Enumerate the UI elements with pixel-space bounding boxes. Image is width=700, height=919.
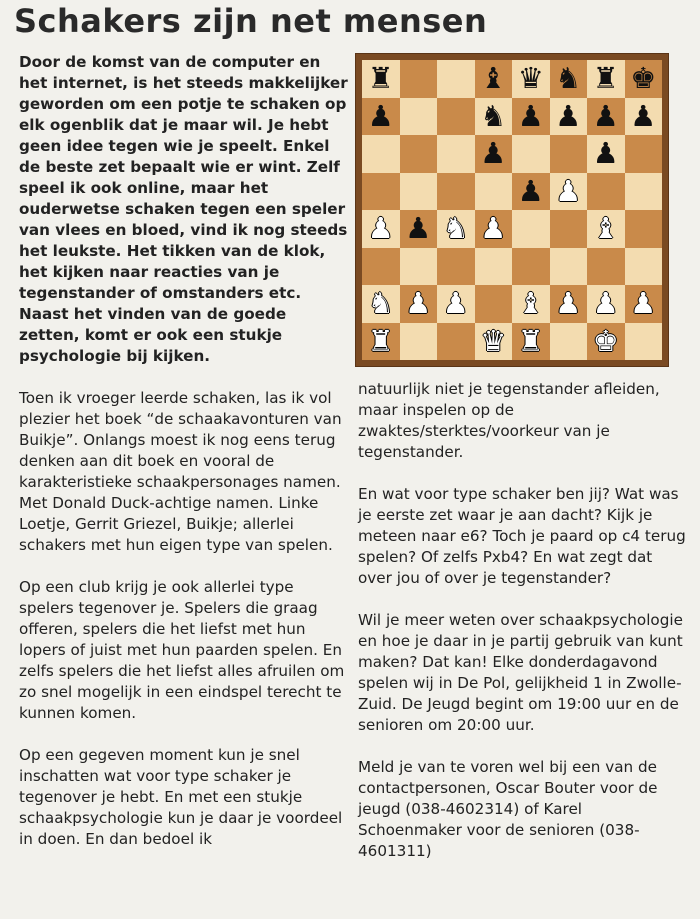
white-rook-icon: ♜ xyxy=(517,323,544,358)
square-f1 xyxy=(550,323,588,361)
white-knight-icon: ♞ xyxy=(442,211,469,246)
white-knight-icon: ♞ xyxy=(367,286,394,321)
black-pawn-icon: ♟ xyxy=(592,136,619,171)
square-e3 xyxy=(512,248,550,286)
square-b3 xyxy=(400,248,438,286)
square-e8 xyxy=(512,60,550,98)
square-a8 xyxy=(362,60,400,98)
chess-diagram xyxy=(356,54,668,366)
square-a1 xyxy=(362,323,400,361)
black-pawn-icon: ♟ xyxy=(405,211,432,246)
black-pawn-icon: ♟ xyxy=(517,98,544,133)
paragraph-distract: natuurlijk niet je tegenstander afleiden, maar inspelen op de zwaktes/sterktes/voorkeur van je tegenstander. xyxy=(358,380,660,461)
left-column xyxy=(19,52,349,871)
square-g8 xyxy=(587,60,625,98)
black-pawn-icon: ♟ xyxy=(517,173,544,208)
chess-board xyxy=(362,60,662,360)
white-pawn-icon: ♟ xyxy=(592,286,619,321)
paragraph-club-info: Wil je meer weten over schaakpsychologie en hoe je daar in je partij gebruik van kunt maken? Dat kan! Elke donderdagavond spelen wij in De Pol, gelijkheid 1 in Zwolle-Zuid. De Jeugd begint om 19:00 uur en de senioren om 20:00 uur. xyxy=(358,611,683,734)
square-f7 xyxy=(550,98,588,136)
square-h3 xyxy=(625,248,663,286)
white-pawn-icon: ♟ xyxy=(367,211,394,246)
black-king-icon: ♚ xyxy=(630,61,657,96)
black-pawn-icon: ♟ xyxy=(367,98,394,133)
white-pawn-icon: ♟ xyxy=(630,286,657,321)
black-knight-icon: ♞ xyxy=(480,98,507,133)
square-c8 xyxy=(437,60,475,98)
square-g5 xyxy=(587,173,625,211)
white-pawn-icon: ♟ xyxy=(442,286,469,321)
paragraph-club: Op een club krijg je ook allerlei type spelers tegenover je. Spelers die graag offeren, spelers die het liefst met hun lopers of juist met hun paarden spelen. En zelfs spelers die het liefst alles afruilen om zo snel mogelijk in een eindspel terecht te kunnen komen. xyxy=(19,578,345,722)
black-knight-icon: ♞ xyxy=(555,61,582,96)
square-c5 xyxy=(437,173,475,211)
square-h8 xyxy=(625,60,663,98)
square-d8 xyxy=(475,60,513,98)
square-e5 xyxy=(512,173,550,211)
square-h5 xyxy=(625,173,663,211)
square-f2 xyxy=(550,285,588,323)
square-g2 xyxy=(587,285,625,323)
square-g7 xyxy=(587,98,625,136)
black-rook-icon: ♜ xyxy=(367,61,394,96)
square-e4 xyxy=(512,210,550,248)
black-pawn-icon: ♟ xyxy=(592,98,619,133)
square-f3 xyxy=(550,248,588,286)
square-e6 xyxy=(512,135,550,173)
square-c7 xyxy=(437,98,475,136)
square-d7 xyxy=(475,98,513,136)
white-pawn-icon: ♟ xyxy=(555,286,582,321)
square-f4 xyxy=(550,210,588,248)
black-pawn-icon: ♟ xyxy=(555,98,582,133)
square-b7 xyxy=(400,98,438,136)
white-queen-icon: ♛ xyxy=(480,323,507,358)
square-e2 xyxy=(512,285,550,323)
square-d3 xyxy=(475,248,513,286)
square-b6 xyxy=(400,135,438,173)
black-queen-icon: ♛ xyxy=(517,61,544,96)
square-b5 xyxy=(400,173,438,211)
square-g3 xyxy=(587,248,625,286)
square-f5 xyxy=(550,173,588,211)
paragraph-question: En wat voor type schaker ben jij? Wat was je eerste zet waar je aan dacht? Kijk je meteen naar e6? Toch je paard op c4 terug spelen? Of zelfs Pxb4? En wat zegt dat over jou of over je tegenstander? xyxy=(358,485,686,587)
square-e1 xyxy=(512,323,550,361)
black-bishop-icon: ♝ xyxy=(480,61,507,96)
square-d4 xyxy=(475,210,513,248)
white-bishop-icon: ♝ xyxy=(517,286,544,321)
square-h7 xyxy=(625,98,663,136)
black-rook-icon: ♜ xyxy=(592,61,619,96)
square-b8 xyxy=(400,60,438,98)
square-f8 xyxy=(550,60,588,98)
square-a3 xyxy=(362,248,400,286)
black-pawn-icon: ♟ xyxy=(630,98,657,133)
paragraph-psychology: Op een gegeven moment kun je snel inschatten wat voor type schaker je tegenover je hebt. En met een stukje schaakpsychologie kun je daar je voordeel in doen. En dan bedoel ik xyxy=(19,746,343,848)
white-pawn-icon: ♟ xyxy=(555,173,582,208)
black-pawn-icon: ♟ xyxy=(480,136,507,171)
white-bishop-icon: ♝ xyxy=(592,211,619,246)
paragraph-book: Toen ik vroeger leerde schaken, las ik vol plezier het boek “de schaakavonturen van Buikje”. Onlangs moest ik nog eens terug denken aan dit boek en vooral de karakteristieke schaakpersonages namen. Met Donald Duck-achtige namen. Linke Loetje, Gerrit Griezel, Buikje; allerlei schakers met hun eigen type van spelen. xyxy=(19,389,342,554)
square-h6 xyxy=(625,135,663,173)
paragraph-contact: Meld je van te voren wel bij een van de contactpersonen, Oscar Bouter voor de jeugd (038-4602314) of Karel Schoenmaker voor de senioren (038-4601311) xyxy=(358,758,658,860)
square-g4 xyxy=(587,210,625,248)
square-a7 xyxy=(362,98,400,136)
square-c6 xyxy=(437,135,475,173)
intro-paragraph: Door de komst van de computer en het internet, is het steeds makkelijker geworden om een potje te schaken op elk ogenblik dat je maar wil. Je hebt geen idee tegen wie je speelt. Enkel de beste zet bepaalt wie er wint. Zelf speel ik ook online, maar het ouderwetse schaken tegen een speler van vlees en bloed, vind ik nog steeds het leukste. Het tikken van de klok, het kijken naar reacties van je tegenstander of omstanders etc. Naast het vinden van de goede zetten, komt er ook een stukje psychologie bij kijken. xyxy=(19,53,348,365)
white-king-icon: ♚ xyxy=(592,323,619,358)
white-rook-icon: ♜ xyxy=(367,323,394,358)
square-c4 xyxy=(437,210,475,248)
square-h2 xyxy=(625,285,663,323)
square-a6 xyxy=(362,135,400,173)
square-c3 xyxy=(437,248,475,286)
square-g6 xyxy=(587,135,625,173)
white-pawn-icon: ♟ xyxy=(480,211,507,246)
square-h1 xyxy=(625,323,663,361)
square-b4 xyxy=(400,210,438,248)
square-b2 xyxy=(400,285,438,323)
square-a2 xyxy=(362,285,400,323)
square-c2 xyxy=(437,285,475,323)
square-h4 xyxy=(625,210,663,248)
square-e7 xyxy=(512,98,550,136)
square-f6 xyxy=(550,135,588,173)
square-d6 xyxy=(475,135,513,173)
square-d5 xyxy=(475,173,513,211)
square-a4 xyxy=(362,210,400,248)
right-column xyxy=(358,379,688,883)
square-c1 xyxy=(437,323,475,361)
square-d2 xyxy=(475,285,513,323)
white-pawn-icon: ♟ xyxy=(405,286,432,321)
square-b1 xyxy=(400,323,438,361)
square-a5 xyxy=(362,173,400,211)
article-title: Schakers zijn net mensen xyxy=(14,2,488,40)
square-d1 xyxy=(475,323,513,361)
square-g1 xyxy=(587,323,625,361)
